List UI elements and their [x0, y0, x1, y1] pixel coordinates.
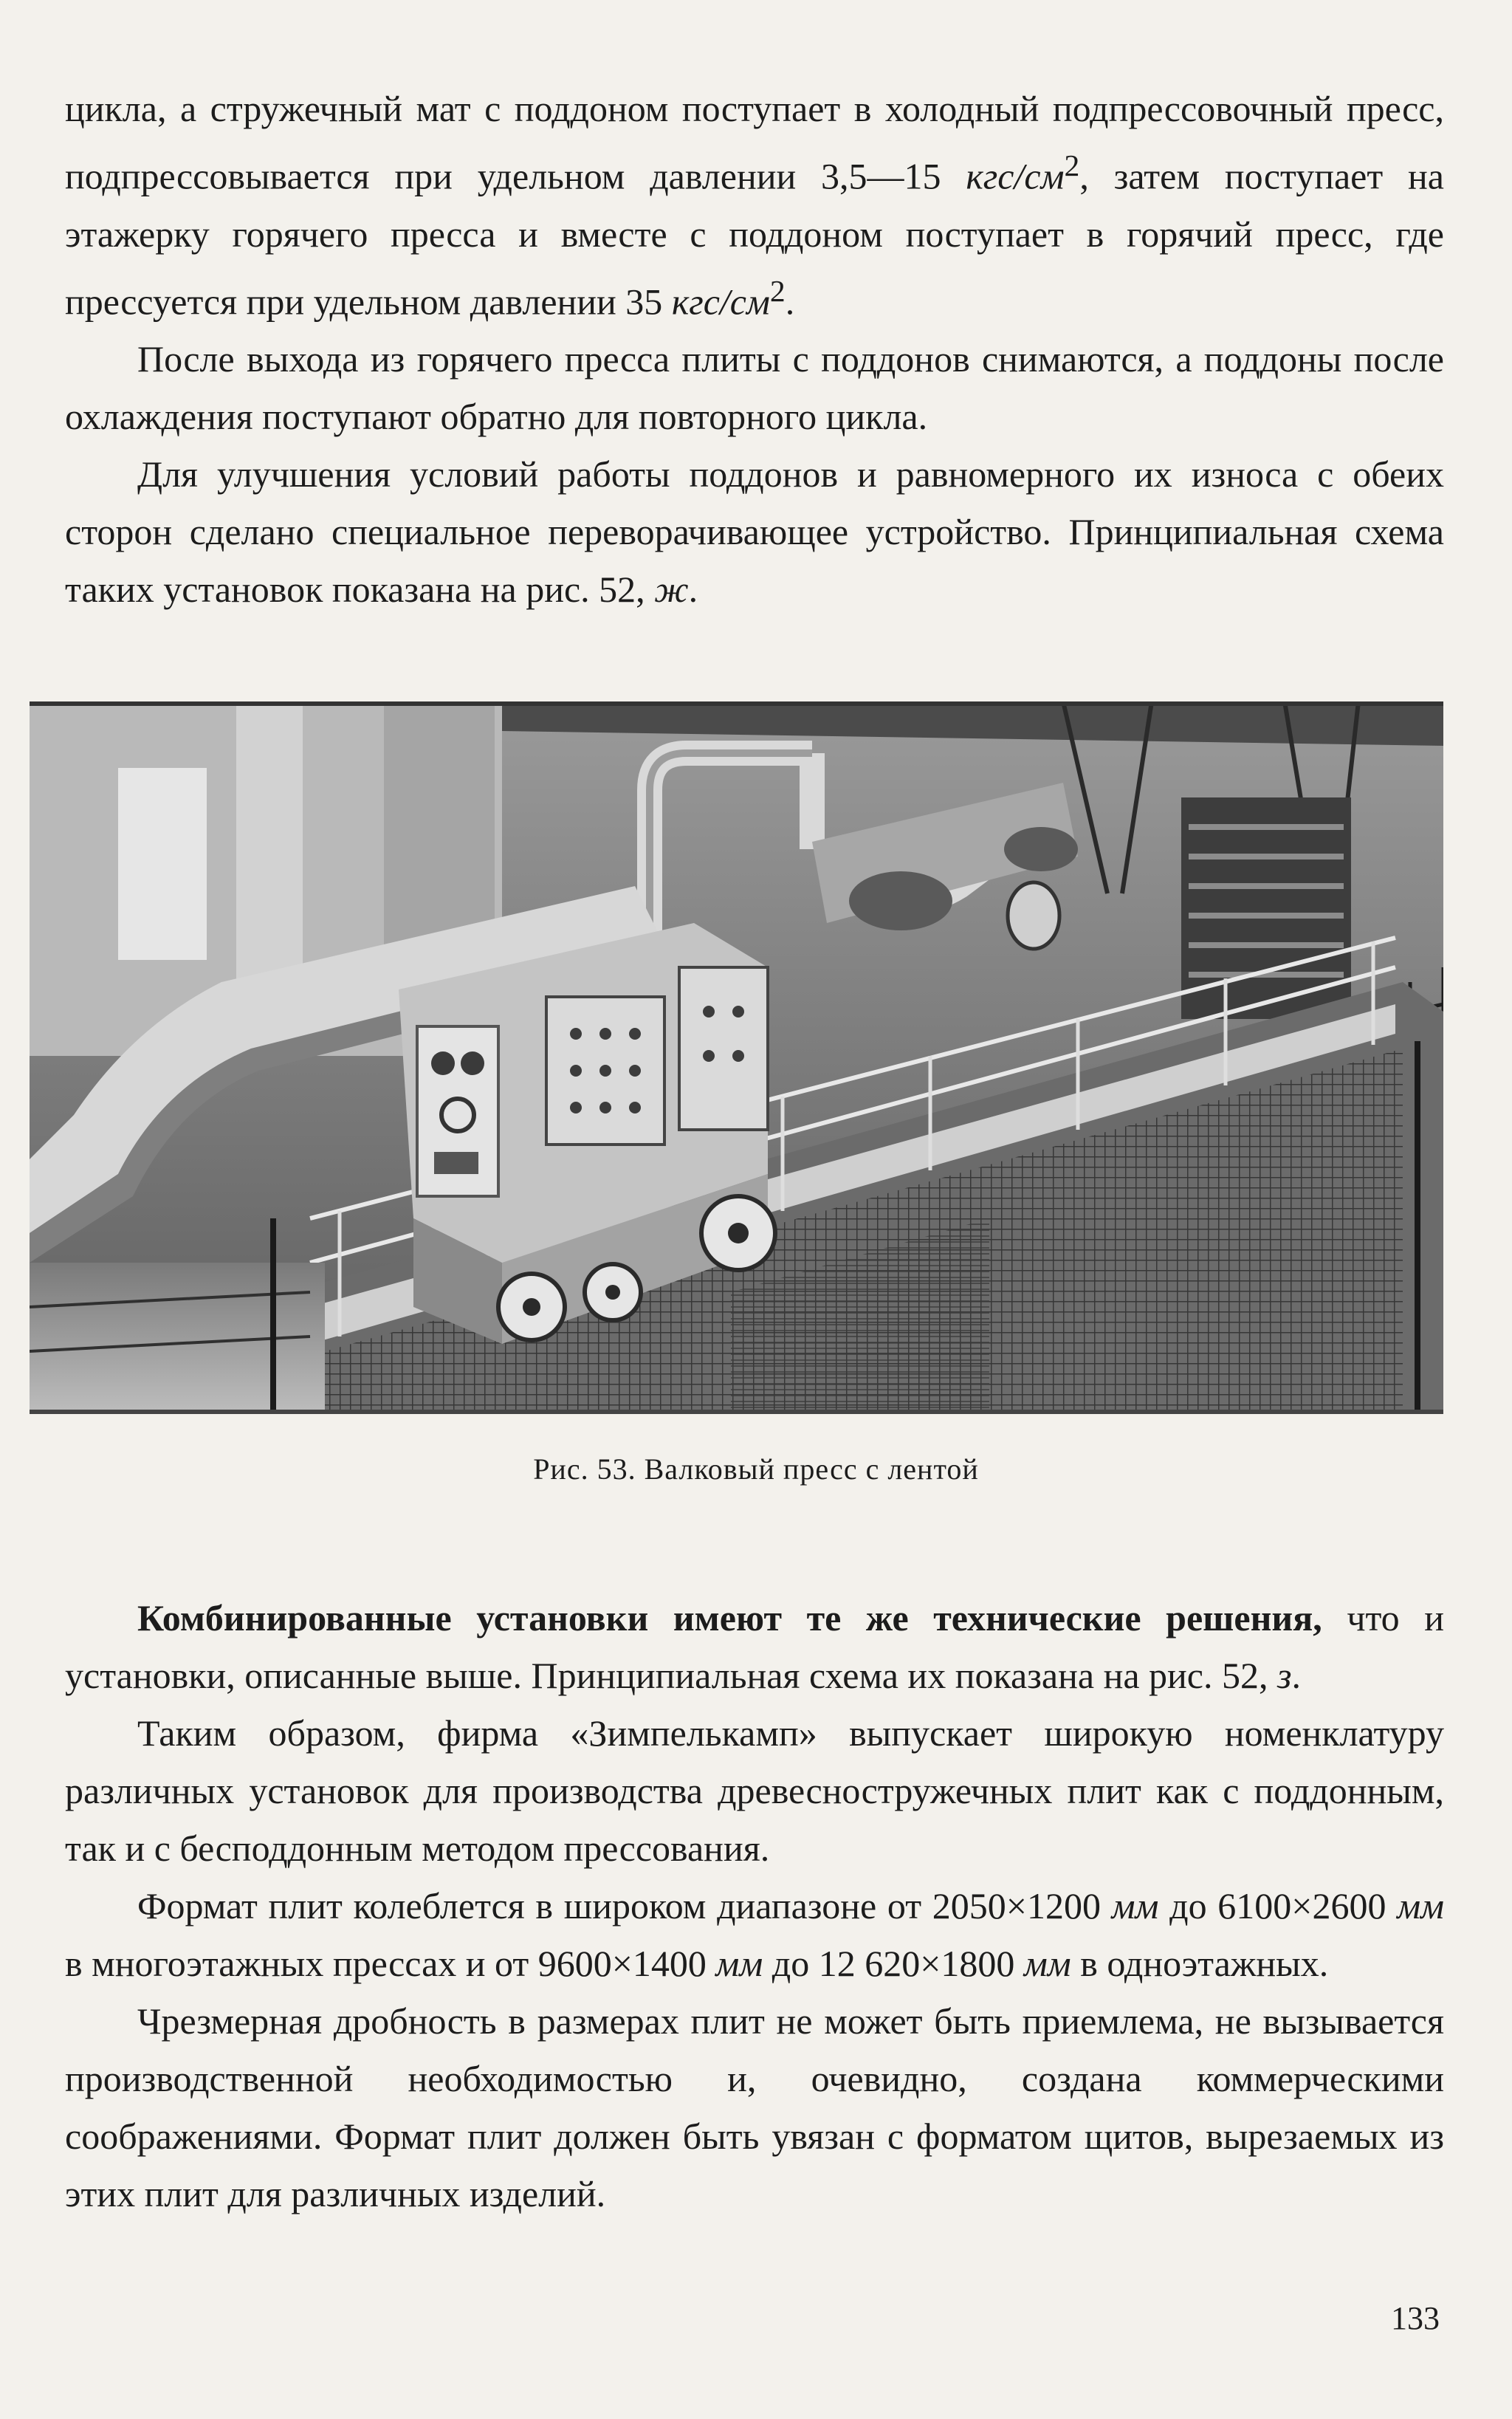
figure-caption: Рис. 53. Валковый пресс с лентой — [533, 1452, 979, 1486]
factory-photo-illustration — [30, 701, 1443, 1414]
paragraph-continuation — [65, 80, 1444, 330]
paragraph-siempelkamp: Таким образом, фирма «Зимпелькамп» выпускает широкую номенклатуру различных установок для производства древесностружечных плит как с поддонным, так и с бесподдонным методом прессования. — [65, 1712, 1444, 1869]
paragraph-pallet-removal: После выхода из горячего пресса плиты с поддонов снимаются, а поддоны после охлаждения поступают обратно для повторного цикла. — [65, 338, 1444, 438]
paragraph-board-format — [65, 1877, 1444, 1992]
unit-text: мм — [1111, 1885, 1159, 1926]
superscript: 2 — [1064, 149, 1080, 183]
text-run: до 12 620×1800 — [763, 1943, 1024, 1984]
text-run: Формат плит колеблется в широком диапазоне от 2050×1200 — [137, 1885, 1112, 1926]
page-number: 133 — [1391, 2300, 1440, 2336]
text-run: . — [785, 281, 795, 323]
superscript: 2 — [769, 274, 786, 309]
figure-ref: ж — [654, 569, 689, 611]
text-run: что и установки, описанные выше. Принципиальная схема их показана на рис. 52, — [65, 1597, 1444, 1696]
text-run: . — [688, 569, 698, 611]
paragraph-turnover-device — [65, 445, 1444, 618]
text-run: в одноэтажных. — [1071, 1943, 1329, 1984]
text-run: до 6100×2600 — [1158, 1885, 1398, 1926]
text-run: . — [1291, 1655, 1301, 1696]
paragraph-excessive-sizes: Чрезмерная дробность в размерах плит не может быть приемлема, не вызывается производственной необходимостью и, очевидно, создана коммерческими соображениями. Формат плит должен быть увязан с форматом щитов, вырезаемых из этих плит для различных изделий. — [65, 2000, 1444, 2214]
paragraph-combined-installations — [65, 1589, 1444, 1704]
bottom-text-block — [65, 1589, 1444, 2223]
unit-text: мм — [1023, 1943, 1071, 1984]
text-run: , затем поступает на этажерку горячего пресса и вместе с поддоном поступает в горячий пресс, где прессуется при удельном давлении 35 — [65, 155, 1444, 323]
figure-ref: з — [1276, 1655, 1292, 1696]
text-run: цикла, а стружечный мат с поддоном поступает в холодный подпрессовочный пресс, подпрессовывается при удельном давлении 3,5—15 — [65, 88, 1444, 197]
unit-text: мм — [1397, 1885, 1445, 1926]
text-run: Для улучшения условий работы поддонов и равномерного их износа с обеих сторон сделано специальное переворачивающее устройство. Принципиальная схема таких установок показана на рис. 52, — [65, 453, 1444, 611]
unit-text: кгс/см — [966, 155, 1065, 197]
top-text-block — [65, 80, 1444, 618]
text-run: в многоэтажных прессах и от 9600×1400 — [65, 1943, 716, 1984]
bold-lead: Комбинированные установки имеют те же технические решения, — [137, 1597, 1322, 1639]
figure-photo-roller-press — [30, 701, 1443, 1414]
unit-text: мм — [715, 1943, 763, 1984]
unit-text: кгс/см — [671, 281, 770, 323]
